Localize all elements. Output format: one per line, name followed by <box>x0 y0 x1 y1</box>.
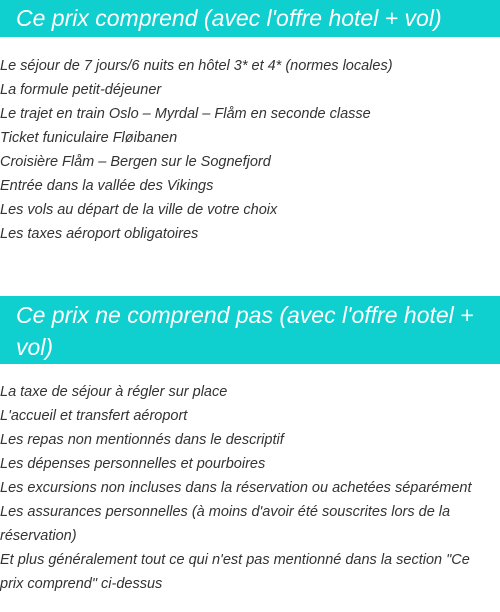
list-item: Les vols au départ de la ville de votre choix <box>0 202 278 218</box>
list-item: Croisière Flåm – Bergen sur le Sognefjord <box>0 154 271 170</box>
list-item: Le séjour de 7 jours/6 nuits en hôtel 3* et 4* (normes locales) <box>0 58 393 74</box>
list-item: Et plus généralement tout ce qui n'est pas mentionné dans la section "Ce prix comprend" ci-dessus <box>0 552 470 592</box>
excluded-section-title: Ce prix ne comprend pas (avec l'offre hotel + vol) <box>0 296 500 364</box>
list-item: La taxe de séjour à régler sur place <box>0 384 228 400</box>
included-items-list <box>0 54 500 246</box>
list-item: Les repas non mentionnés dans le descriptif <box>0 432 284 448</box>
list-item: Les dépenses personnelles et pourboires <box>0 456 266 472</box>
list-item: Les taxes aéroport obligatoires <box>0 226 199 242</box>
list-item: L'accueil et transfert aéroport <box>0 408 188 424</box>
list-item: Entrée dans la vallée des Vikings <box>0 178 214 194</box>
list-item: Ticket funiculaire Fløibanen <box>0 130 178 146</box>
list-item: Les assurances personnelles (à moins d'avoir été souscrites lors de la réservation) <box>0 504 451 544</box>
list-item: Les excursions non incluses dans la réservation ou achetées séparément <box>0 480 472 496</box>
excluded-items-list <box>0 380 500 596</box>
list-item: La formule petit-déjeuner <box>0 82 162 98</box>
list-item: Le trajet en train Oslo – Myrdal – Flåm en seconde classe <box>0 106 371 122</box>
included-section-title: Ce prix comprend (avec l'offre hotel + vol) <box>0 0 500 37</box>
